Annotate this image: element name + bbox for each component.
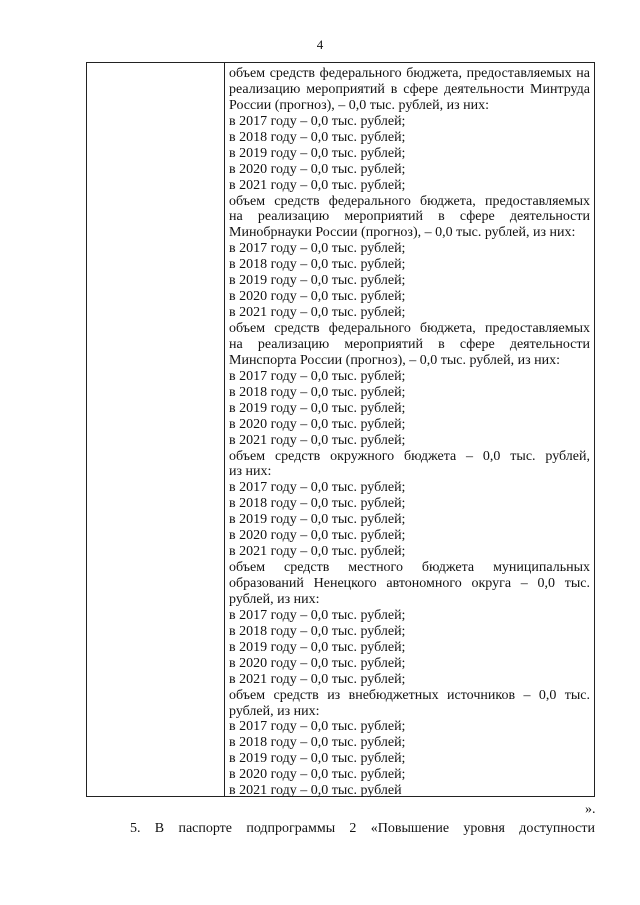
text-line: в 2018 году – 0,0 тыс. рублей;	[229, 257, 406, 273]
text-line: в 2017 году – 0,0 тыс. рублей;	[229, 480, 406, 496]
text-line: в 2017 году – 0,0 тыс. рублей;	[229, 113, 406, 129]
text-line: в 2019 году – 0,0 тыс. рублей;	[229, 145, 406, 161]
text-line: в 2019 году – 0,0 тыс. рублей;	[229, 512, 406, 528]
text-line: в 2020 году – 0,0 тыс. рублей;	[229, 161, 406, 177]
text-line: из них:	[229, 464, 272, 480]
text-line: в 2018 году – 0,0 тыс. рублей;	[229, 496, 406, 512]
text-line: в 2019 году – 0,0 тыс. рублей;	[229, 751, 406, 767]
table-left-cell	[87, 63, 225, 796]
text-line: в 2021 году – 0,0 тыс. рублей;	[229, 177, 406, 193]
text-line: Минспорта России (прогноз), – 0,0 тыс. рублей, из них:	[229, 352, 560, 368]
text-line: в 2020 году – 0,0 тыс. рублей;	[229, 767, 406, 783]
text-line: в 2018 году – 0,0 тыс. рублей;	[229, 735, 406, 751]
text-line: объем средств федерального бюджета, предоставляемых на	[229, 66, 590, 81]
text-line: объем средств местного бюджета муниципальных	[229, 560, 590, 576]
text-line: объем средств из внебюджетных источников – 0,0 тыс.	[229, 687, 590, 703]
text-line: в 2019 году – 0,0 тыс. рублей;	[229, 273, 406, 289]
text-line: в 2021 году – 0,0 тыс. рублей;	[229, 671, 406, 687]
text-line: в 2021 году – 0,0 тыс. рублей;	[229, 305, 406, 321]
text-line: в 2021 году – 0,0 тыс. рублей;	[229, 432, 406, 448]
budget-table	[86, 62, 595, 797]
text-line: в 2020 году – 0,0 тыс. рублей;	[229, 416, 406, 432]
text-line: Минобрнауки России (прогноз), – 0,0 тыс. рублей, из них:	[229, 225, 576, 241]
table-right-cell	[225, 63, 594, 799]
text-line: в 2018 году – 0,0 тыс. рублей;	[229, 384, 406, 400]
closing-quote: ».	[585, 802, 596, 817]
text-line: в 2020 году – 0,0 тыс. рублей;	[229, 289, 406, 305]
text-line: в 2017 году – 0,0 тыс. рублей;	[229, 607, 406, 623]
text-line: в 2020 году – 0,0 тыс. рублей;	[229, 655, 406, 671]
text-line: России (прогноз), – 0,0 тыс. рублей, из них:	[229, 97, 490, 113]
text-line: в 2017 году – 0,0 тыс. рублей;	[229, 368, 406, 384]
text-line: образований Ненецкого автономного округа – 0,0 тыс.	[229, 576, 590, 591]
text-line: в 2021 году – 0,0 тыс. рублей;	[229, 544, 406, 560]
text-line: в 2017 году – 0,0 тыс. рублей;	[229, 719, 406, 735]
text-line: рублей, из них:	[229, 591, 320, 607]
text-line: объем средств окружного бюджета – 0,0 тыс. рублей,	[229, 448, 590, 464]
page-number: 4	[316, 37, 324, 52]
text-line: на реализацию мероприятий в сфере деятельности	[229, 336, 590, 352]
paragraph-5: 5. В паспорте подпрограммы 2 «Повышение уровня доступности	[130, 821, 595, 836]
text-line: рублей, из них:	[229, 703, 320, 719]
text-line: в 2017 году – 0,0 тыс. рублей;	[229, 241, 406, 257]
text-line: в 2018 году – 0,0 тыс. рублей;	[229, 623, 406, 639]
text-line: в 2018 году – 0,0 тыс. рублей;	[229, 129, 406, 145]
text-line: в 2021 году – 0,0 тыс. рублей	[229, 783, 402, 799]
text-line: в 2019 году – 0,0 тыс. рублей;	[229, 400, 406, 416]
text-line: реализацию мероприятий в сфере деятельности Минтруда	[229, 81, 590, 97]
text-line: объем средств федерального бюджета, предоставляемых	[229, 193, 590, 209]
text-line: в 2019 году – 0,0 тыс. рублей;	[229, 639, 406, 655]
text-line: в 2020 году – 0,0 тыс. рублей;	[229, 528, 406, 544]
text-line: объем средств федерального бюджета, предоставляемых	[229, 321, 590, 336]
text-line: на реализацию мероприятий в сфере деятельности	[229, 209, 590, 225]
